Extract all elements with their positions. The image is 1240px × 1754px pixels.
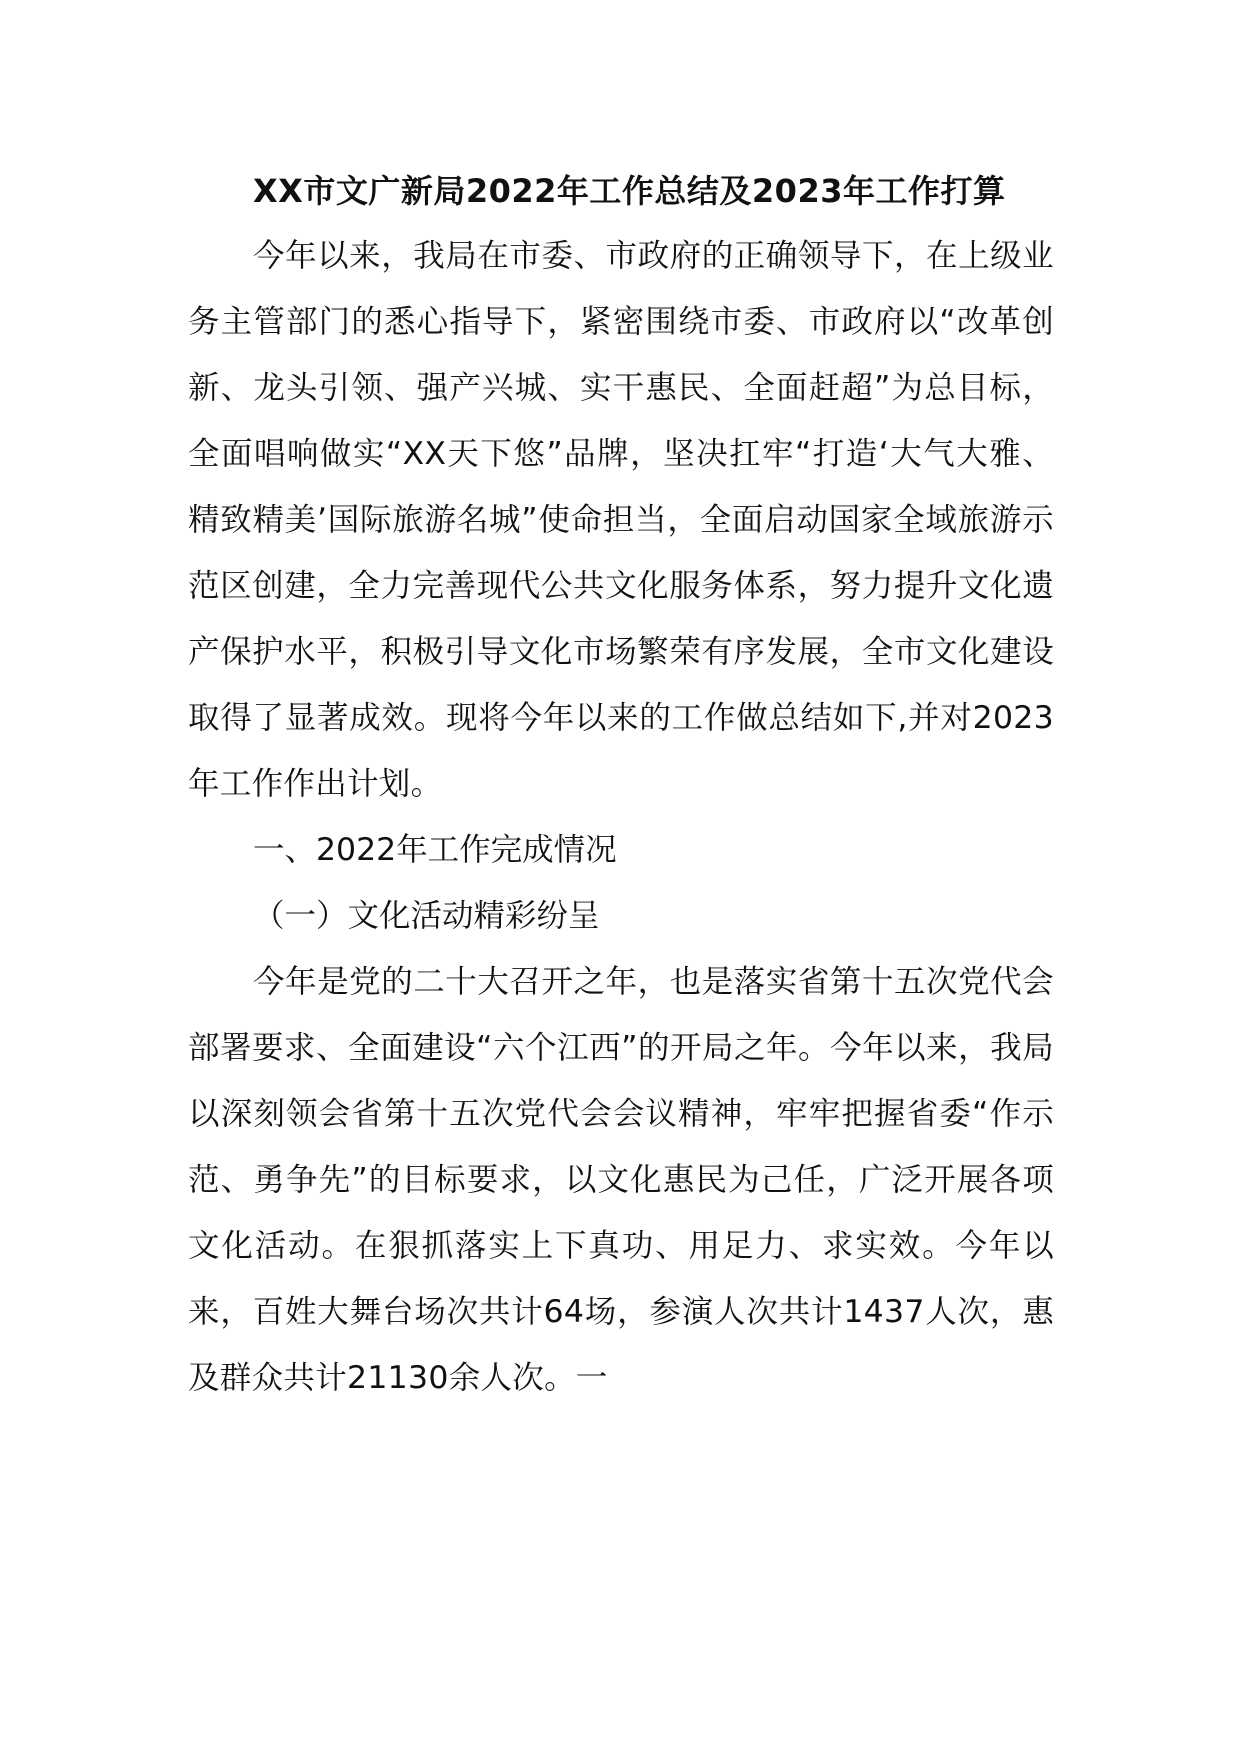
intro-paragraph: 今年以来，我局在市委、市政府的正确领导下，在上级业务主管部门的悉心指导下，紧密围绕市委、市政府以“改革创新、龙头引领、强产兴城、实干惠民、全面赶超”为总目标，全面唱响做实“XX天下悠”品牌，坚决扛牢“打造‘大气大雅、精致精美’国际旅游名城”使命担当，全面启动国家全域旅游示范区创建，全力完善现代公共文化服务体系，努力提升文化遗产保护水平，积极引导文化市场繁荣有序发展，全市文化建设取得了显著成效。现将今年以来的工作做总结如下,并对2023年工作作出计划。 — [188, 238, 1054, 802]
section-heading: 一、2022年工作完成情况 — [253, 832, 617, 868]
document-body — [188, 160, 1054, 1411]
document-title: XX市文广新局2022年工作总结及2023年工作打算 — [253, 172, 1006, 210]
subsection-paragraph: 今年是党的二十大召开之年，也是落实省第十五次党代会部署要求、全面建设“六个江西”的开局之年。今年以来，我局以深刻领会省第十五次党代会会议精神，牢牢把握省委“作示范、勇争先”的目标要求，以文化惠民为己任，广泛开展各项文化活动。在狠抓落实上下真功、用足力、求实效。今年以来，百姓大舞台场次共计64场，参演人次共计1437人次，惠及群众共计21130余人次。一 — [188, 964, 1054, 1396]
subsection-heading: （一）文化活动精彩纷呈 — [253, 898, 600, 934]
